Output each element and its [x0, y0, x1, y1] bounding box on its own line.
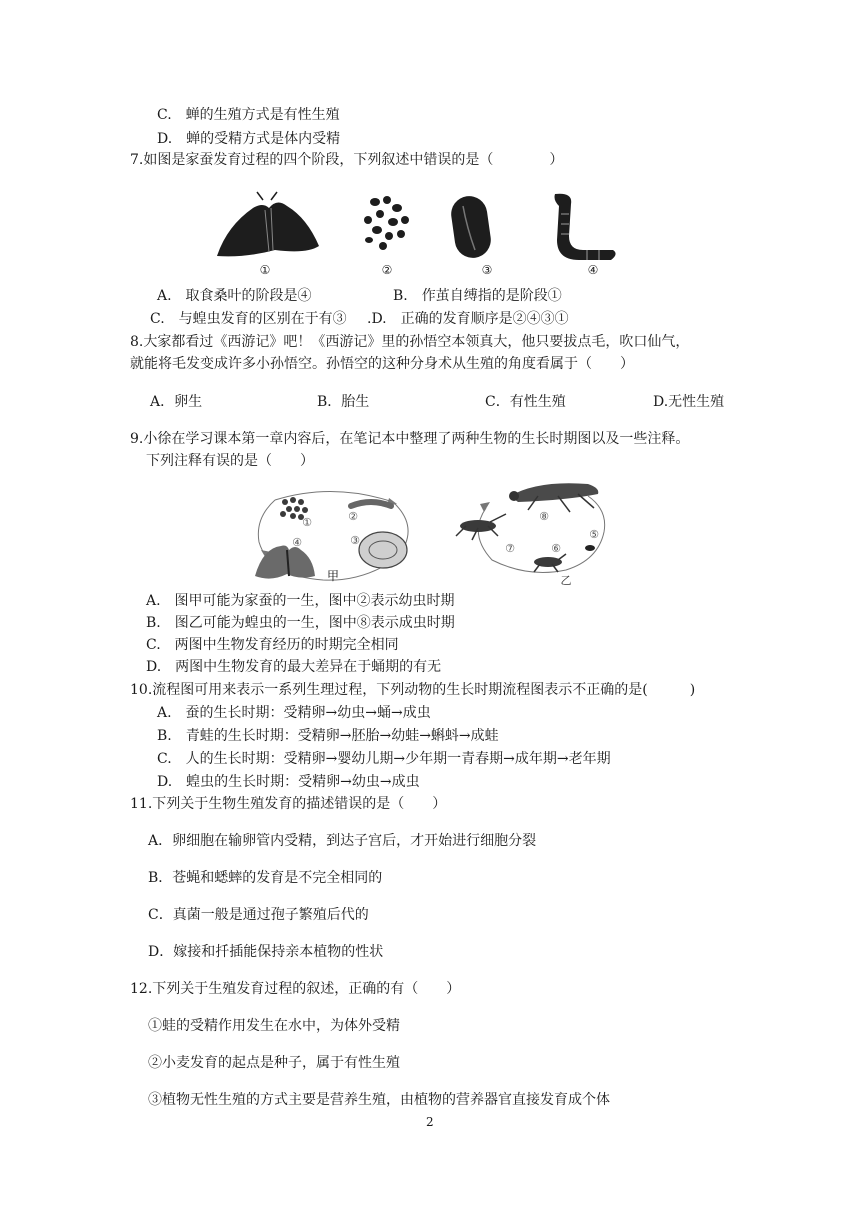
yi-label-6: ⑥ — [551, 542, 561, 555]
q7-option-d: .D. 正确的发育顺序是②④③① — [367, 311, 569, 327]
q8-option-a: A．卵生 — [150, 394, 203, 410]
q7-fig-label-1: ① — [259, 263, 271, 277]
q11-option-c: C．真菌一般是通过孢子繁殖后代的 — [148, 907, 369, 923]
yi-caption: 乙 — [560, 574, 572, 586]
q8-stem-line1: 8.大家都看过《西游记》吧！《西游记》里的孙悟空本领真大，他只要拔点毛，吹口仙气， — [130, 334, 690, 350]
q7-option-a: A. 取食桑叶的阶段是④ — [157, 288, 312, 304]
q9-figure-jia — [243, 484, 423, 588]
jia-cocoon-image — [359, 532, 407, 568]
silkworm-cocoon-image — [449, 194, 493, 260]
q7-stem: 7.如图是家蚕发育过程的四个阶段，下列叙述中错误的是（ ） — [130, 152, 564, 168]
q12-statement-1: ①蛙的受精作用发生在水中，为体外受精 — [148, 1018, 400, 1034]
jia-moth-image — [255, 546, 315, 579]
silkworm-moth-image — [217, 192, 319, 256]
q9-option-b: B. 图乙可能为蝗虫的一生，图中⑧表示成虫时期 — [146, 615, 455, 631]
q10-stem: 10.流程图可用来表示一系列生理过程，下列动物的生长时期流程图表示不正确的是( ) — [130, 682, 696, 698]
q7-fig-label-2: ② — [381, 263, 393, 277]
yi-label-8: ⑧ — [539, 510, 549, 523]
jia-label-3: ③ — [350, 534, 360, 547]
q10-option-a: A. 蚕的生长时期：受精卵→幼虫→蛹→成虫 — [157, 705, 431, 721]
q7-option-c: C. 与蝗虫发育的区别在于有③ — [150, 311, 347, 327]
jia-label-1: ① — [302, 516, 312, 529]
q8-stem-line2: 就能将毛发变成许多小孙悟空。孙悟空的这种分身术从生殖的角度看属于（ ） — [130, 356, 634, 372]
yi-egg-image — [585, 545, 595, 551]
silkworm-larva-image — [555, 194, 616, 260]
q7-fig-label-4: ④ — [587, 263, 599, 277]
q11-option-b: B．苍蝇和蟋蟀的发育是不完全相同的 — [148, 870, 383, 886]
q8-option-b: B．胎生 — [317, 394, 370, 410]
q6-option-d: D. 蝉的受精方式是体内受精 — [157, 131, 341, 147]
q9-option-d: D. 两图中生物发育的最大差异在于蛹期的有无 — [146, 659, 442, 675]
q10-option-c: C. 人的生长时期：受精卵→婴幼儿期→少年期一青春期→成年期→老年期 — [157, 751, 611, 767]
q12-statement-3: ③植物无性生殖的方式主要是营养生殖，由植物的营养器官直接发育成个体 — [148, 1092, 610, 1108]
q7-silkworm-stages-figure — [205, 188, 625, 278]
q6-option-c: C. 蝉的生殖方式是有性生殖 — [157, 107, 340, 123]
q7-fig-label-3: ③ — [481, 263, 493, 277]
q7-option-b: B. 作茧自缚指的是阶段① — [393, 288, 562, 304]
q9-option-a: A. 图甲可能为家蚕的一生，图中②表示幼虫时期 — [146, 593, 455, 609]
yi-label-7: ⑦ — [505, 542, 515, 555]
jia-caption: 甲 — [326, 569, 340, 583]
q11-option-a: A．卵细胞在输卵管内受精，到达子宫后，才开始进行细胞分裂 — [148, 833, 537, 849]
q8-option-d: D.无性生殖 — [653, 394, 725, 410]
q12-stem: 12.下列关于生殖发育过程的叙述，正确的有（ ） — [130, 981, 461, 997]
yi-adult-grasshopper-image — [509, 483, 598, 512]
yi-nymph-small-image — [534, 554, 566, 572]
q12-statement-2: ②小麦发育的起点是种子，属于有性生殖 — [148, 1055, 400, 1071]
q9-figure-yi — [448, 474, 620, 586]
q11-option-d: D．嫁接和扦插能保持亲本植物的性状 — [148, 944, 384, 960]
q10-option-b: B. 青蛙的生长时期：受精卵→胚胎→幼蛙→蝌蚪→成蛙 — [157, 728, 499, 744]
q9-stem-line2: 下列注释有误的是（ ） — [146, 453, 314, 469]
yi-label-5: ⑤ — [589, 528, 599, 541]
jia-label-4: ④ — [292, 536, 302, 549]
jia-larva-image — [351, 502, 391, 506]
q10-option-d: D. 蝗虫的生长时期：受精卵→幼虫→成虫 — [157, 774, 420, 790]
q9-option-c: C. 两图中生物发育经历的时期完全相同 — [146, 637, 399, 653]
q11-stem: 11.下列关于生物生殖发育的描述错误的是（ ） — [130, 796, 447, 812]
page-number: 2 — [426, 1115, 434, 1129]
q8-option-c: C．有性生殖 — [485, 394, 566, 410]
silkworm-eggs-image — [364, 196, 409, 250]
jia-label-2: ② — [348, 510, 358, 523]
q9-stem-line1: 9.小徐在学习课本第一章内容后，在笔记本中整理了两种生物的生长时期图以及一些注释。 — [130, 431, 690, 447]
